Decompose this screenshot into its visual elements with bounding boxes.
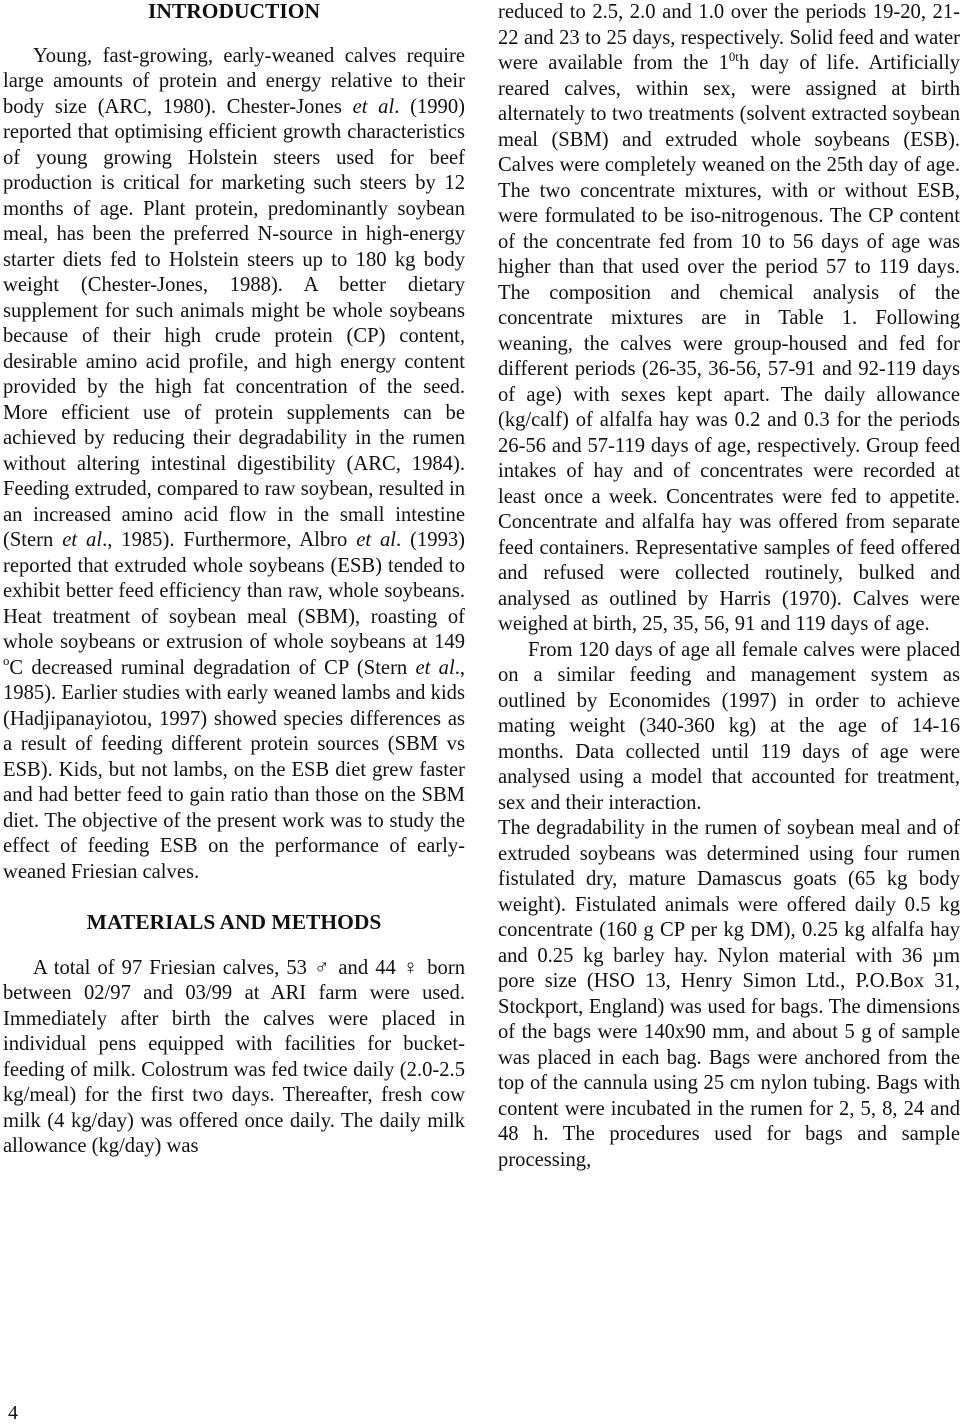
text-run: reduced to 2.5, 2.0 and 1.0 over the periods 19-20, 21-22 and 23 to 25 days, respectively. Solid feed and water were available from the 1 (498, 1, 960, 74)
materials-methods-heading: MATERIALS AND METHODS (86, 910, 382, 934)
introduction-heading: INTRODUCTION (147, 0, 321, 23)
text-run: ., 1985). Earlier studies with early weaned lambs and kids (Hadjipanayiotou, 1997) showed species differences as a result of feeding different protein sources (SBM vs ESB). Kids, but not lambs, on the ESB diet grew faster and had better feed to gain ratio than those on the SBM diet. The objective of the present work was to study the effect of feeding ESB on the performance of early-weaned Friesian calves. (3, 656, 465, 883)
methods-continued-paragraph (498, 0, 960, 638)
ordinal-superscript: 0t (728, 49, 739, 64)
page-number: 4 (8, 1402, 18, 1424)
methods-paragraph: A total of 97 Friesian calves, 53 ♂ and 44 ♀ born between 02/97 and 03/99 at ARI farm were used. Immediately after birth the calves were placed in individual pens equipped with facilities for bucket-feeding of milk. Colostrum was fed twice daily (2.0-2.5 kg/meal) for the first two days. Thereafter, fresh cow milk (4 kg/day) was offered once daily. The daily milk allowance (kg/day) was (3, 956, 465, 1157)
italic-et-al: et al (415, 656, 455, 679)
degradability-paragraph: The degradability in the rumen of soybean meal and of extruded soybeans was determined using four rumen fistulated dry, mature Damascus goats (65 kg body weight). Fistulated animals were offered daily 0.5 kg concentrate (160 g CP per kg DM), 0.25 kg alfalfa hay and 0.25 kg barley hay. Nylon material with 36 µm pore size (HSO 13, Henry Simon Ltd., P.O.Box 31, Stockport, England) was used for bags. The dimensions of the bags were 140x90 mm, and about 5 g of sample was placed in each bag. Bags were anchored from the top of the cannula using 25 cm nylon tubing. Bags with content were incubated in the rumen for 2, 5, 8, 24 and 48 h. The procedures used for bags and sample processing, (498, 817, 960, 1171)
text-run: . (1990) reported that optimising efficient growth characteristics of young growing Holstein steers used for beef production is critical for marketing such steers by 12 months of age. Plant protein, predominantly soybean meal, has been the preferred N-source in high-energy starter diets fed to Holstein steers up to 180 kg body weight (Chester-Jones, 1988). A better dietary supplement for such animals might be whole soybeans because of their high crude protein (CP) content, desirable amino acid profile, and high energy content provided by the high fat concentration of the seed. More efficient use of protein supplements can be achieved by reducing their degradability in the rumen without altering intestinal digestibility (ARC, 1984). Feeding extruded, compared to raw soybean, resulted in an increased amino acid flow in the small intestine (Stern (3, 95, 465, 551)
italic-et-al: et al (356, 529, 397, 551)
italic-et-al: et al (62, 529, 103, 551)
italic-et-al: et al (352, 95, 395, 118)
text-run: ., 1985). Furthermore, Albro (102, 529, 357, 551)
introduction-paragraph (3, 44, 465, 886)
text-run: h day of life. Artificially reared calves, within sex, were assigned at birth alternately to two treatments (solvent extracted soybean meal (SBM) and extruded whole soybeans (ESB). Calves were completely weaned on the 25th day of age. The two concentrate mixtures, with or without ESB, were formulated to be iso-nitrogenous. The CP content of the concentrate fed from 10 to 56 days of age was higher than that used over the period 57 to 119 days. The composition and chemical analysis of the concentrate mixtures are in Table 1. Following weaning, the calves were group-housed and fed for different periods (26-35, 36-56, 57-91 and 92-119 days of age) with sexes kept apart. The daily allowance (kg/calf) of alfalfa hay was 0.2 and 0.3 for the periods 26-56 and 57-119 days of age, respectively. Group feed intakes of hay and of concentrates were recorded at least once a week. Concentrates were fed to appetite. Concentrate and alfalfa hay was offered from separate feed containers. Representative samples of feed offered and refused were collected routinely, bulked and analysed as outlined by Harris (1970). Calves were weighed at birth, 25, 35, 56, 91 and 119 days of age. (498, 52, 960, 635)
text-run: . (1993) reported that extruded whole soybeans (ESB) tended to exhibit better feed efficiency than raw, whole soybeans. Heat treatment of soybean meal (SBM), roasting of whole soybeans or extrusion of whole soybeans at 149 (3, 529, 466, 653)
left-column (3, 0, 465, 1160)
degree-superscript: o (3, 654, 10, 669)
female-calves-paragraph: From 120 days of age all female calves were placed on a similar feeding and management system as outlined by Economides (1997) in order to achieve mating weight (340-360 kg) at the age of 14-16 months. Data collected until 119 days of age were analysed using a model that accounted for treatment, sex and their interaction. (498, 638, 960, 814)
text-run: Young, fast-growing, early-weaned calves require large amounts of protein and energy relative to their body size (ARC, 1980). Chester-Jones (3, 44, 465, 118)
right-column (498, 0, 960, 1173)
text-run: C decreased ruminal degradation of CP (Stern (9, 656, 416, 679)
